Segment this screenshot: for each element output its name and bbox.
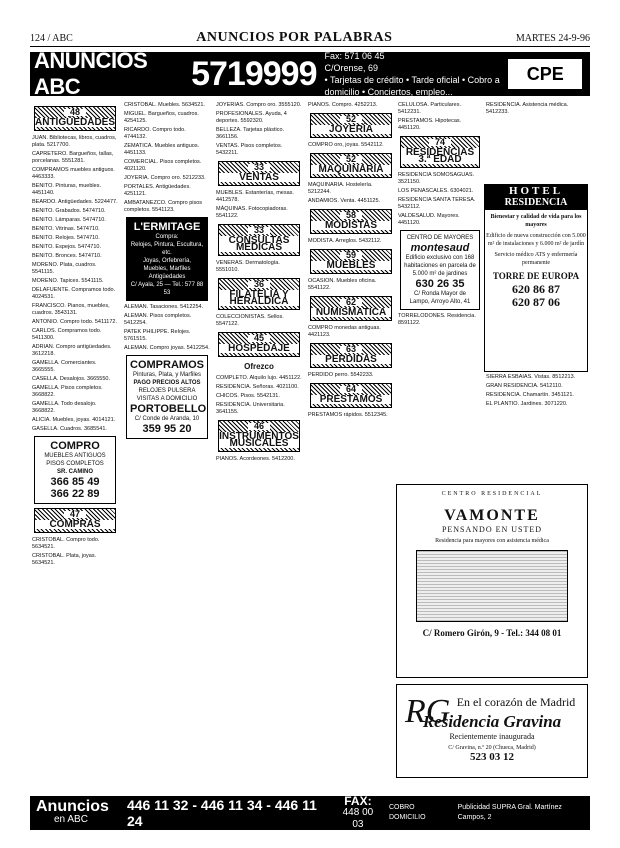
column-1 xyxy=(32,102,118,788)
banner-info xyxy=(324,50,508,98)
section-title: INSTRUMENTOS MUSICALES xyxy=(219,431,299,449)
listing: CELULOSA. Particulares. 5412231. xyxy=(398,102,461,115)
ad-title: CENTRO DE MAYORES xyxy=(406,235,474,241)
listing: MORENO. Plata, cuadros. 5541115. xyxy=(32,262,97,275)
ad-line: Edificio exclusivo con 168 habitaciones en parcela de 5.000 m² de jardines xyxy=(404,255,476,277)
ad-phone: 620 87 06 xyxy=(512,295,560,309)
listing: BENITO. Pinturas, muebles. 4451140. xyxy=(32,183,101,196)
ad-phone: 630 26 35 xyxy=(415,278,465,290)
listing: BENITO. Grabados. 5474710. xyxy=(32,208,106,214)
section-title: FILATELIA Y HERALDICA xyxy=(219,290,299,306)
ad-phone: 366 22 89 xyxy=(50,488,100,500)
listing: LOS PENASCALES. 6304021. xyxy=(398,188,474,194)
section-number: 63 xyxy=(340,346,362,353)
section-header xyxy=(310,209,392,234)
ad-brand: TORRE DE EUROPA xyxy=(492,271,580,281)
column-3 xyxy=(216,102,302,788)
listing: CRISTOBAL. Compro todo. 5634521. xyxy=(32,537,100,550)
listing: CHICOS. Pisos. 5542131. xyxy=(216,393,280,399)
listing: PIANOS. Compro. 4252213. xyxy=(308,102,378,108)
listing: FRANCISCO. Pianos, muebles, cuadros. 3543131. xyxy=(32,303,110,316)
section-number: 47 xyxy=(64,511,86,518)
listing: TORRELODONES. Residencia. 8591122. xyxy=(398,313,476,326)
column-6-top xyxy=(486,102,586,178)
listing: GAMELLA. Todo desalojo. 3668822. xyxy=(32,401,97,414)
column-2 xyxy=(124,102,210,788)
ad-name: PORTOBELLO xyxy=(130,403,207,415)
footer-phones: 446 11 32 - 446 11 34 - 446 11 24 xyxy=(126,797,317,829)
ad-line: RELOJES PULSERA xyxy=(138,388,196,394)
section-header xyxy=(218,161,300,186)
ad-title: COMPRO xyxy=(50,440,100,452)
banner-services: • Tarjetas de crédito • Tarde oficial • Cobro a domicilio • Conciertos, empleo... xyxy=(324,75,500,97)
section-header xyxy=(310,296,392,321)
ad-name: SR. CAMINO xyxy=(57,469,93,475)
section-header xyxy=(310,113,392,138)
fax-label: FAX: xyxy=(344,794,372,808)
listing: PERDIDO perro. 5542233. xyxy=(308,372,374,378)
banner-phone: 5719999 xyxy=(191,54,317,93)
listing: RESIDENCIA SOMOSAGUAS. 3521150. xyxy=(398,172,475,185)
ad-line: Recientemente inaugurada xyxy=(449,732,535,741)
section-title: HOSPEDAJE xyxy=(219,344,299,353)
listing: VENTAS. Pisos completos. 5432211. xyxy=(216,143,283,156)
ad-line: Relojes, Pintura, Escultura, etc. xyxy=(130,242,204,256)
ad-phone: 620 86 87 xyxy=(512,282,560,296)
section-number: 74 xyxy=(429,139,451,146)
section-number: 64 xyxy=(340,386,362,393)
section-header xyxy=(400,136,480,168)
ad-title: RESIDENCIA xyxy=(485,197,587,210)
listing: PATEK PHILIPPE. Relojes. 5761515. xyxy=(124,329,191,342)
ad-line: PISOS COMPLETOS xyxy=(46,461,104,467)
ad-title: L'ERMITAGE xyxy=(133,221,201,233)
header-rule xyxy=(30,46,590,47)
ad-line: PAGO PRECIOS ALTOS xyxy=(133,380,201,386)
listing: MIGUEL. Bargueños, cuadros. 4254125. xyxy=(124,111,199,124)
section-title: PRESTAMOS xyxy=(311,395,391,404)
column-6-bottom xyxy=(486,374,586,474)
column-4 xyxy=(308,102,394,788)
section-title: VENTAS xyxy=(219,173,299,182)
listing: CRISTOBAL. Plata, joyas. 5634521. xyxy=(32,553,97,566)
listing: MUEBLES. Estanterías, mesas. 4412578. xyxy=(216,190,294,203)
listing: EL PLANTIO. Jardines. 3071220. xyxy=(486,401,568,407)
ad-phone: 366 85 49 xyxy=(50,476,100,488)
ad-line: En el corazón de Madrid xyxy=(456,695,576,709)
listing: ALICIA. Muebles, joyas. 4014121. xyxy=(32,417,116,423)
page-header xyxy=(30,30,590,46)
ad-line: MUEBLES ANTIGUOS xyxy=(44,453,106,459)
listing: RESIDENCIA. Señoras. 4021100. xyxy=(216,384,299,390)
section-title: MUEBLES xyxy=(311,261,391,270)
listing: ALEMAN. Tasaciones. 5412254. xyxy=(124,304,204,310)
ad-vamonte xyxy=(396,484,588,678)
ad-title: VAMONTE xyxy=(444,507,540,524)
ad-gravina xyxy=(396,684,588,778)
ad-address: C/ Ronda Mayor de Lampo, Arroyo Alto, 41 xyxy=(409,291,471,305)
listing: ALEMAN. Compro joyas. 5412254. xyxy=(124,345,210,351)
ad-montesaud xyxy=(400,230,480,310)
listing: SIERRA ESBAIAS. Vistas. 8512213. xyxy=(486,374,576,380)
section-number: 33 xyxy=(248,227,270,234)
section-number: 45 xyxy=(248,335,270,342)
ad-compro xyxy=(34,436,116,504)
listing: RESIDENCIA. Chamartín. 3451121. xyxy=(486,392,574,398)
ad-title: Residencia Gravina xyxy=(422,712,562,731)
section-number: 52 xyxy=(340,116,362,123)
ad-line: Antigüedades xyxy=(148,274,186,280)
banner-brand: ANUNCIOS ABC xyxy=(34,48,148,99)
listing: ZEMATICA. Muebles antiguos. 4451133. xyxy=(124,143,200,156)
ad-phone: 523 03 12 xyxy=(470,751,514,763)
listing: DELAFUENTE. Compramos todo. 4024531. xyxy=(32,287,116,300)
ad-line: Joyas, Orfebrería, Muebles, Marfiles xyxy=(142,258,192,272)
listing: COMPLETO. Alquilo lujo. 4451122. xyxy=(216,375,302,381)
section-header xyxy=(34,106,116,131)
ad-line: Bienestar y calidad de vida para los mayores xyxy=(490,214,582,228)
listing: CASELLA. Desalojos. 3665550. xyxy=(32,376,110,382)
section-title: RESIDENCIAS 3.ª EDAD xyxy=(401,148,479,164)
listing: AMBATANEZCO. Compro pisos completos. 5541123. xyxy=(124,200,203,213)
footer-cobro: COBRO DOMICILIO xyxy=(388,804,426,821)
section-header xyxy=(218,420,300,452)
ad-line: VISITAS A DOMICILIO xyxy=(136,396,198,402)
section-header xyxy=(310,249,392,274)
section-title: CONSULTAS MÉDICAS xyxy=(219,236,299,252)
listing: CRISTOBAL. Muebles. 5634521. xyxy=(124,102,205,108)
listing: PRESTAMOS rápidos. 5512345. xyxy=(308,412,388,418)
section-title: MAQUINARIA xyxy=(311,165,391,174)
section-number: 62 xyxy=(340,299,362,306)
listing: COMPRO oro, joyas. 5542112. xyxy=(308,142,384,148)
listing: BENITO. Vitrinas. 5474710. xyxy=(32,226,100,232)
section-title: PERDIDAS xyxy=(311,355,391,364)
listing: ADRIAN. Compro antigüedades. 3612218. xyxy=(32,344,112,357)
ad-line: Servicio médico ATS y enfermería permanente xyxy=(494,252,578,266)
footer-brand-sub: en ABC xyxy=(54,814,88,825)
listing: GAMELLA. Comerciantes. 3665555. xyxy=(32,360,97,373)
section-header xyxy=(310,153,392,178)
footer-brand xyxy=(36,800,123,826)
listing: ALEMAN. Pisos completos. 5412254. xyxy=(124,313,192,326)
ad-ermitage xyxy=(126,217,208,301)
page-title: ANUNCIOS POR PALABRAS xyxy=(196,30,393,45)
listing: COMPRAMOS muebles antiguos. 4463333. xyxy=(32,167,115,180)
building-image xyxy=(416,550,568,622)
section-header xyxy=(34,508,116,533)
listing: PIANOS. Acordeones. 5412200. xyxy=(216,456,295,462)
footer-brand-title: Anuncios xyxy=(36,798,109,815)
section-title: NUMISMATICA xyxy=(311,308,391,317)
fax-number: 448 00 03 xyxy=(342,807,374,830)
section-number: 58 xyxy=(340,212,362,219)
ad-hotel xyxy=(484,184,588,372)
section-number: 48 xyxy=(64,109,86,116)
section-number: 33 xyxy=(248,164,270,171)
listing: PRESTAMOS. Hipotecas. 4451120. xyxy=(398,118,462,131)
ad-address: C/ Conde de Aranda, 10 xyxy=(134,416,200,422)
listing: RESIDENCIA. Asistencia médica. 5412233. xyxy=(486,102,569,115)
listing: RICARDO. Compro todo. 4744132. xyxy=(124,127,186,140)
ad-header: CENTRO RESIDENCIAL xyxy=(441,491,543,497)
ad-line: Compra: xyxy=(155,234,179,240)
ad-name: montesaud xyxy=(410,242,470,254)
section-header xyxy=(310,383,392,408)
listing: VENERAS. Dermatología. 5551010. xyxy=(216,260,280,273)
listing: COMPRO monedas antiguas. 4421123. xyxy=(308,325,381,338)
ad-address: C/ Ayala, 25 — Tel.: 577 88 53 xyxy=(130,282,204,296)
ad-subtitle: PENSANDO EN USTED xyxy=(441,525,543,534)
section-header xyxy=(218,224,300,256)
section-title: JOYERÍA xyxy=(311,125,391,134)
listing: MÁQUINAS. Fotocopiadoras. 5541122. xyxy=(216,206,288,219)
section-number: 46 xyxy=(248,423,270,430)
listing: JOYERIA. Compro oro. 5212233. xyxy=(124,175,206,181)
section-number: 36 xyxy=(248,281,270,288)
ad-address: C/ Romero Girón, 9 - Tel.: 344 08 01 xyxy=(422,628,562,638)
ad-phone: 359 95 20 xyxy=(142,423,192,435)
listing: GASELLA. Cuadros. 3685541. xyxy=(32,426,107,432)
ad-line: Residencia para mayores con asistencia médica xyxy=(435,538,549,544)
listing: PORTALES. Antigüedades. 4251121. xyxy=(124,184,191,197)
listing: JOYERIAS. Compro oro. 3555120. xyxy=(216,102,302,108)
banner-address: C/Orense, 69 xyxy=(324,63,379,73)
placeholder-text: Ofrezco xyxy=(244,362,274,371)
listing: GRAN RESIDENCIA. 5412110. xyxy=(486,383,563,389)
listing: ANDAMIOS. Venta. 4451125. xyxy=(308,198,381,204)
ad-portobello xyxy=(126,355,208,439)
listing: BENITO. Relojes. 5474710. xyxy=(32,235,100,241)
section-header xyxy=(218,332,300,357)
listing: RESIDENCIA. Universitaria. 3641155. xyxy=(216,402,285,415)
ad-title: HOTEL xyxy=(485,185,587,197)
section-title: MODISTAS xyxy=(311,221,391,230)
banner-fax: Fax: 571 06 45 xyxy=(324,51,385,61)
listing: BENITO. Lámparas. 5474710. xyxy=(32,217,106,223)
listing: MODISTA. Arreglos. 5432112. xyxy=(308,238,382,244)
listing: MAQUINARIA. Hostelería. 5212244. xyxy=(308,182,373,195)
footer-banner xyxy=(30,796,590,830)
ad-line: Edificio de nueva construcción con 5.000 m² de instalaciones y 6.000 m² de jardín xyxy=(486,233,586,247)
listing: CARLOS. Compramos todo. 5411300. xyxy=(32,328,102,341)
listing: CAPRETERO. Bargueños, tallas, porcelanas. 5551281. xyxy=(32,151,114,164)
partner-logo: CPE xyxy=(508,59,582,89)
listing: ANTONIO. Compro todo. 5411172. xyxy=(32,319,117,325)
listing: VALDESALUD. Mayores. 4451120. xyxy=(398,213,460,226)
listing: BEARDO. Antigüedades. 5224477. xyxy=(32,199,118,205)
listing: BELLEZA. Tarjetas plástico. 3661156. xyxy=(216,127,285,140)
section-title: ANTIGÜEDADES xyxy=(35,117,116,128)
listing: OCASION. Muebles oficina. 5541122. xyxy=(308,278,377,291)
footer-address: Publicidad SUPRA Gral. Martínez Campos, 2 xyxy=(457,804,562,821)
gravina-logo: RG xyxy=(405,693,451,730)
listing: RESIDENCIA SANTA TERESA. 5432112. xyxy=(398,197,476,210)
ad-address: C/ Gravina, n.º 20 (Chueca, Madrid) xyxy=(448,745,536,751)
section-header xyxy=(310,343,392,368)
listing: BENITO. Espejos. 5474710. xyxy=(32,244,101,250)
ad-line: Pinturas, Plata, y Marfiles xyxy=(132,372,202,378)
listing: JUAN. Bibliotecas, libros, cuadros, plata. 5217700. xyxy=(32,135,117,148)
page-number: 124 / ABC xyxy=(30,32,73,44)
footer-fax xyxy=(337,795,379,831)
section-header xyxy=(218,278,300,310)
ad-title: COMPRAMOS xyxy=(130,359,204,371)
section-title: COMPRAS xyxy=(35,520,115,529)
section-number: 52 xyxy=(340,156,362,163)
listing: COLECCIONISTAS. Sellos. 5547122. xyxy=(216,314,284,327)
column-5 xyxy=(398,102,482,474)
page-date: MARTES 24-9-96 xyxy=(515,32,590,44)
top-banner xyxy=(30,48,590,99)
section-number: 59 xyxy=(340,252,362,259)
listing: PROFESIONALES. Ayuda, 4 deportes. 5592320. xyxy=(216,111,287,124)
listing: BENITO. Bronces. 5474710. xyxy=(32,253,102,259)
listing: MORENO. Tapices. 5541115. xyxy=(32,278,104,284)
listing: GAMELLA. Pisos completos. 3668822. xyxy=(32,385,103,398)
listing: COMERCIAL. Pisos completos. 4021120. xyxy=(124,159,202,172)
